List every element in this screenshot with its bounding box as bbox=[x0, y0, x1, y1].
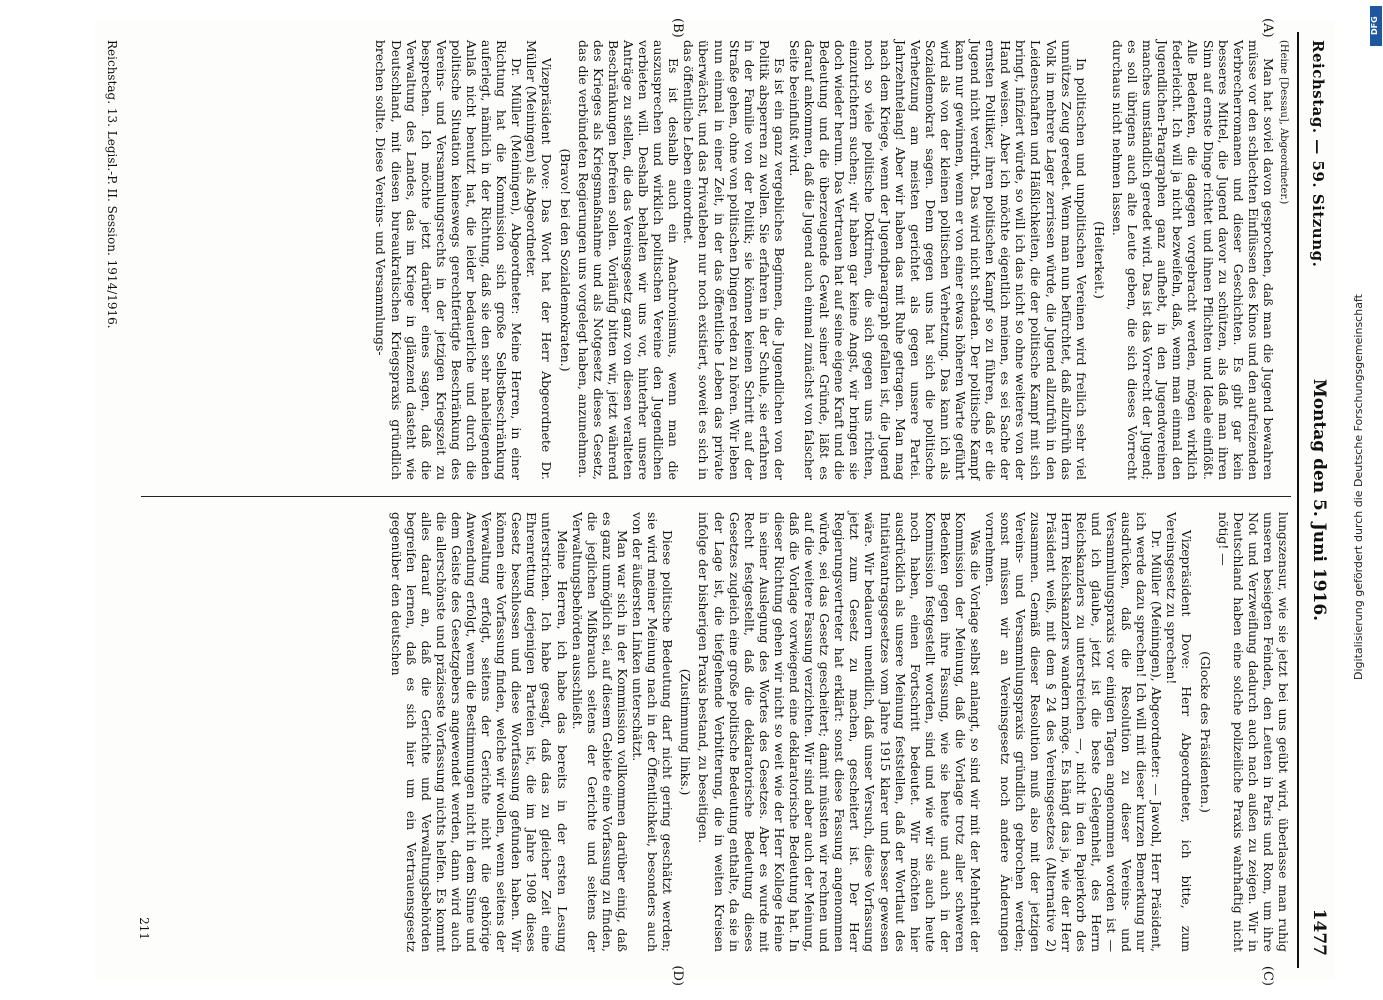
footer-session: Reichstag. 13. Legisl.-P. II. Session. 1914/1916. bbox=[105, 40, 119, 329]
paragraph: Dr. Müller (Meiningen), Abgeordneter: Meine Herren, in einer Richtung hat die Kommission sich große Selbstbeschränkung auferlegt, nämlich in der Richtung, daß sie den sehr naheliegenden Anlaß nicht benutzt hat, die leider bedauerliche und durch die politische Situation keineswegs gerechtfertigte Beschränkung des Vereins- und Versammlungsrechts in der jetzigen Kriegszeit zu besprechen. Ich möchte jetzt darüber eines sagen, daß die Verwaltung des Landes, das im Kriege in glänzend dasteht wie Deutschland, mit diesen bureaukratischen Kriegspraxis gründlich brechen sollte. Diese Vereins- und Versammlungs- bbox=[373, 40, 525, 480]
margin-marker-d: (D) bbox=[670, 965, 685, 986]
reaction: (Zustimmung links.) bbox=[678, 668, 694, 796]
margin-marker-c: (C) bbox=[1260, 965, 1275, 986]
header-session: Reichstag. — 59. Sitzung. bbox=[1309, 40, 1327, 268]
page-header bbox=[1301, 20, 1335, 980]
paragraph: Man hat soviel davon gesprochen, daß man die Jugend bewahren müsse vor den schlechten Einflüssen des Kinos und den aufreizenden Verbrecherromanen und dieser Geschichten. Es gibt gar kein besseres Mittel, die Jugend davor zu schützen, als daß man ihren Sinn auf ernste Dinge richtet und ihnen Pflichten und Ideale einflößt. Alle Bedenken, die dagegen vorgebracht werden, mögen wirklich federleicht. Ich will ja nicht bezweifeln, daß, wenn man einmal den Jugendlichen-Paragraphen ganz aufhebt, in den Jugendvereinen manches umständlich geredet wird. Das ist das Vorrecht der Jugend; es soll übrigens auch alte Leute geben, die sich dieses Vorrecht durchaus nicht nehmen lassen. bbox=[1109, 40, 1276, 480]
speaker-tag: (Heine [Dessau], Abgeordneter.) bbox=[1278, 40, 1289, 205]
paragraph: Vizepräsident Dove: Herr Abgeordneter, ich bitte, zum Vereinsgesetz zu sprechen! bbox=[1164, 512, 1195, 952]
paragraph: In politischen und unpolitischen Vereinen wird freilich sehr viel unnützes Zeug geredet. Wenn man nun befürchtet, daß allzufrüh das Volk in mehrere Lager zerrissen würde, die Jugend allzufrüh in den Leidenschaften und Häßlichkeiten, die der politische Kampf mit sich bringt, infiziert würde, so will ich das nicht so ohne weiteres von der Hand weisen. Aber ich möchte eigentlich meinen, es sei Sache der ernsten Politiker, ihren politischen Kampf so zu führen, daß er die Jugend nicht verdirbt. Das wird nicht schaden. Der politische Kampf kann nur gewinnen, wenn er von einer etwas höheren Warte geführt wird als von der kleinen politischen Verhetzung. Das kann ich als Sozialdemokrat sagen. Denn gegen uns hat sich die politische Verhetzung am meisten gerichtet als gegen unsere Partei. Jahrzehntelang! Aber wir haben das mit Ruhe getragen. Man mag nach dem Kriege, wenn der Jugendparagraph gefallen ist, die Jugend noch so viele politische Doktrinen, die sich gegen uns richten, einzutrichtern suchen; wir haben gar keine Angst, wir bringen sie doch wieder herum. Das Vertrauen hat auf seine eigene Kraft und die Bedeutung und die überzeugende Gewalt seiner Gründe, läßt es darauf ankommen, daß die Jugend auch einmal zunächst von falscher Seite beeinflußt wird. bbox=[787, 40, 1089, 480]
paragraph: Dr. Müller (Meiningen), Abgeordneter: — Jawohl, Herr Präsident, ich werde dazu sprechen! Ich will mit dieser kurzen Bemerkung nur ausdrücken, daß die Resolution zu dieser Vereins- und Versammlungspraxis vor einigen Tagen angenommen worden ist — und ich glaube, jetzt ist die beste Gelegenheit, des Herrn Reichskanzlers zu unterstreichen —, nicht in den Papierkorb des Herrn Reichskanzlers wandern möge. Es hängt das ja, wie der Herr Präsident weiß, mit dem § 24 des Vereinsgesetzes (Alternative 2) zusammen. Gemäß dieser Resolution muß also mit der jetzigen Vereins- und Versammlungspraxis gründlich gebrochen werden; sonst müssen wir an Vereinsgesetz noch andere Änderungen vornehmen. bbox=[983, 512, 1165, 952]
dfg-logo: DFG bbox=[1370, 6, 1382, 46]
reaction: (Bravo! bei den Sozialdemokraten.) bbox=[557, 148, 573, 372]
paragraph: Man war sich in der Kommission vollkommen darüber einig, daß es ganz unmöglich sei, auf diesem Gebiete eine Vorfassung zu finden, die jeglichen Mißbrauch seitens der Gerichte und seitens der Verwaltungsbehörden ausschließt. bbox=[569, 512, 630, 952]
paragraph: Diese politische Bedeutung darf nicht gering geschätzt werden; sie wird meiner Meinung nach in der Öffentlichkeit, besonders auch von der äußersten Linken unterschätzt. bbox=[630, 512, 676, 952]
paragraph: Es ist deshalb auch ein Anachronismus, wenn man die auszusprechen und wirklich politischen Vereine den Jugendlichen verbieten will. Deshalb behalten wir uns vor, hinterher unsere Anträge zu stellen, die das Vereinsgesetz ganz von diesen veralteten Beschränkungen befreien sollen. Vorläufig bitten wir, jetzt während des Krieges als Kriegsmaßnahme und als Notgesetz dieses Gesetz, das die verbündeten Regierungen uns vorgelegt haben, anzunehmen. bbox=[575, 40, 682, 480]
paragraph: Was die Vorlage selbst anlangt, so sind wir mit der Mehrheit der Kommission der Meinung, daß die Vorlage trotz aller schweren Bedenken gegen ihre Fassung, wie sie heute und auch in der Kommission festgestellt worden, sind und wie wir sie auch heute noch haben, einen Fortschritt bedeutet. Wir möchten hier ausdrücklich als unsere Meinung feststellen, daß der Wortlaut des Initiativantragsgesetzes vom Jahre 1915 klarer und besser gewesen wäre. Wir bedauern unendlich, daß unser Versuch, diese Vorfassung jetzt zum Gesetz zu machen, gescheitert ist. Der Herr Regierungsvertreter hat erklärt: sonst diese Fassung angenommen würde, sei das Gesetz gescheitert; damit müssten wir rechnen und auf die weitere Fassung verzichten. Wir sind aber auch der Meinung, daß die Vorlage vorwiegend eine deklaratorische Bedeutung hat. In dieser Richtung gehen wir nicht so weit wie der Herr Kollege Heine in seiner Auslegung des Wortes des Gesetzes. Aber es wurde mit Recht festgestellt, daß die deklaratorische Bedeutung dieses Gesetzes zugleich eine große politische Bedeutung enthalte, da sie in der Lage ist, die tiefgehende Verbitterung, die in weiten Kreisen infolge der bisherigen Praxis bestand, zu beseitigen. bbox=[696, 512, 984, 952]
left-column bbox=[373, 40, 1291, 480]
reaction: (Heiterkeit.) bbox=[1091, 221, 1107, 299]
digitization-credit: Digitalisierung gefördert durch die Deutsche Forschungsgemeinschaft bbox=[1352, 294, 1365, 680]
right-column bbox=[388, 512, 1291, 952]
scanned-page bbox=[95, 18, 1335, 986]
margin-marker-b: (B) bbox=[670, 18, 685, 38]
page-number: 1477 bbox=[1309, 908, 1329, 956]
header-rule bbox=[1297, 32, 1299, 968]
column-divider bbox=[141, 496, 1291, 497]
paragraph: Es ist ein ganz vergebliches Beginnen, die Jugendlichen von der Politik absperren zu wollen. Sie erfahren in der Schule, sie erfahren in der Familie von der Politik; sie können keinen Schritt auf der Straße gehen, ohne von politischen Dingen reden zu hören. Wir leben nun einmal in einer Zeit, in der das öffentliche Leben das private überwächst, und das Privatleben nur noch existiert, soweit es sich in das öffentliche Leben einordnet. bbox=[681, 40, 787, 481]
reaction: (Glocke des Präsidenten.) bbox=[1197, 651, 1213, 813]
paragraph: Vizepräsident Dove: Das Wort hat der Herr Abgeordnete Dr. Müller (Meiningen) als Abgeordneter. bbox=[524, 40, 555, 480]
margin-marker-a: (A) bbox=[1260, 18, 1275, 38]
paragraph: lungszensur, wie sie jetzt bei uns geübt wird, überlasse man ruhig unseren besiegten Feinden, den Leuten in Paris und Rom, um ihre Not und Verzweiflung dadurch auch nach außen zu zeigen. Wir in Deutschland haben eine solche polizeiliche Praxis wahrhaftig nicht nötig! — bbox=[1215, 512, 1291, 952]
paragraph: Meine Herren, ich habe das bereits in der ersten Lesung unterstrichen. Ich habe gesagt, daß das zu gleicher Zeit eine Ehrenrettung derjenigen Parteien ist, die im Jahre 1908 dieses Gesetz beschlossen und diese Wortfassung gefunden haben. Wir können eine Vorfassung finden, welche wir wollen, wenn seitens der Verwaltung erfolgt, seitens der Gerichte nicht die gehörige Anwendung erfolgt, wenn die Bestimmungen nicht in dem Sinne und dem Geiste des Gesetzgebers angewendet werden, dann wird auch die allerschönste und präziseste Vorfassung nichts helfen. Es kommt alles darauf an, daß die Gerichte und Verwaltungsbehörden begreifen lernen, daß es sich hier um ein Vertrauensgesetz gegenüber den deutschen bbox=[388, 512, 570, 952]
footer-sheet-number: 211 bbox=[137, 917, 151, 940]
header-date: Montag den 5. Juni 1916. bbox=[1309, 378, 1329, 622]
